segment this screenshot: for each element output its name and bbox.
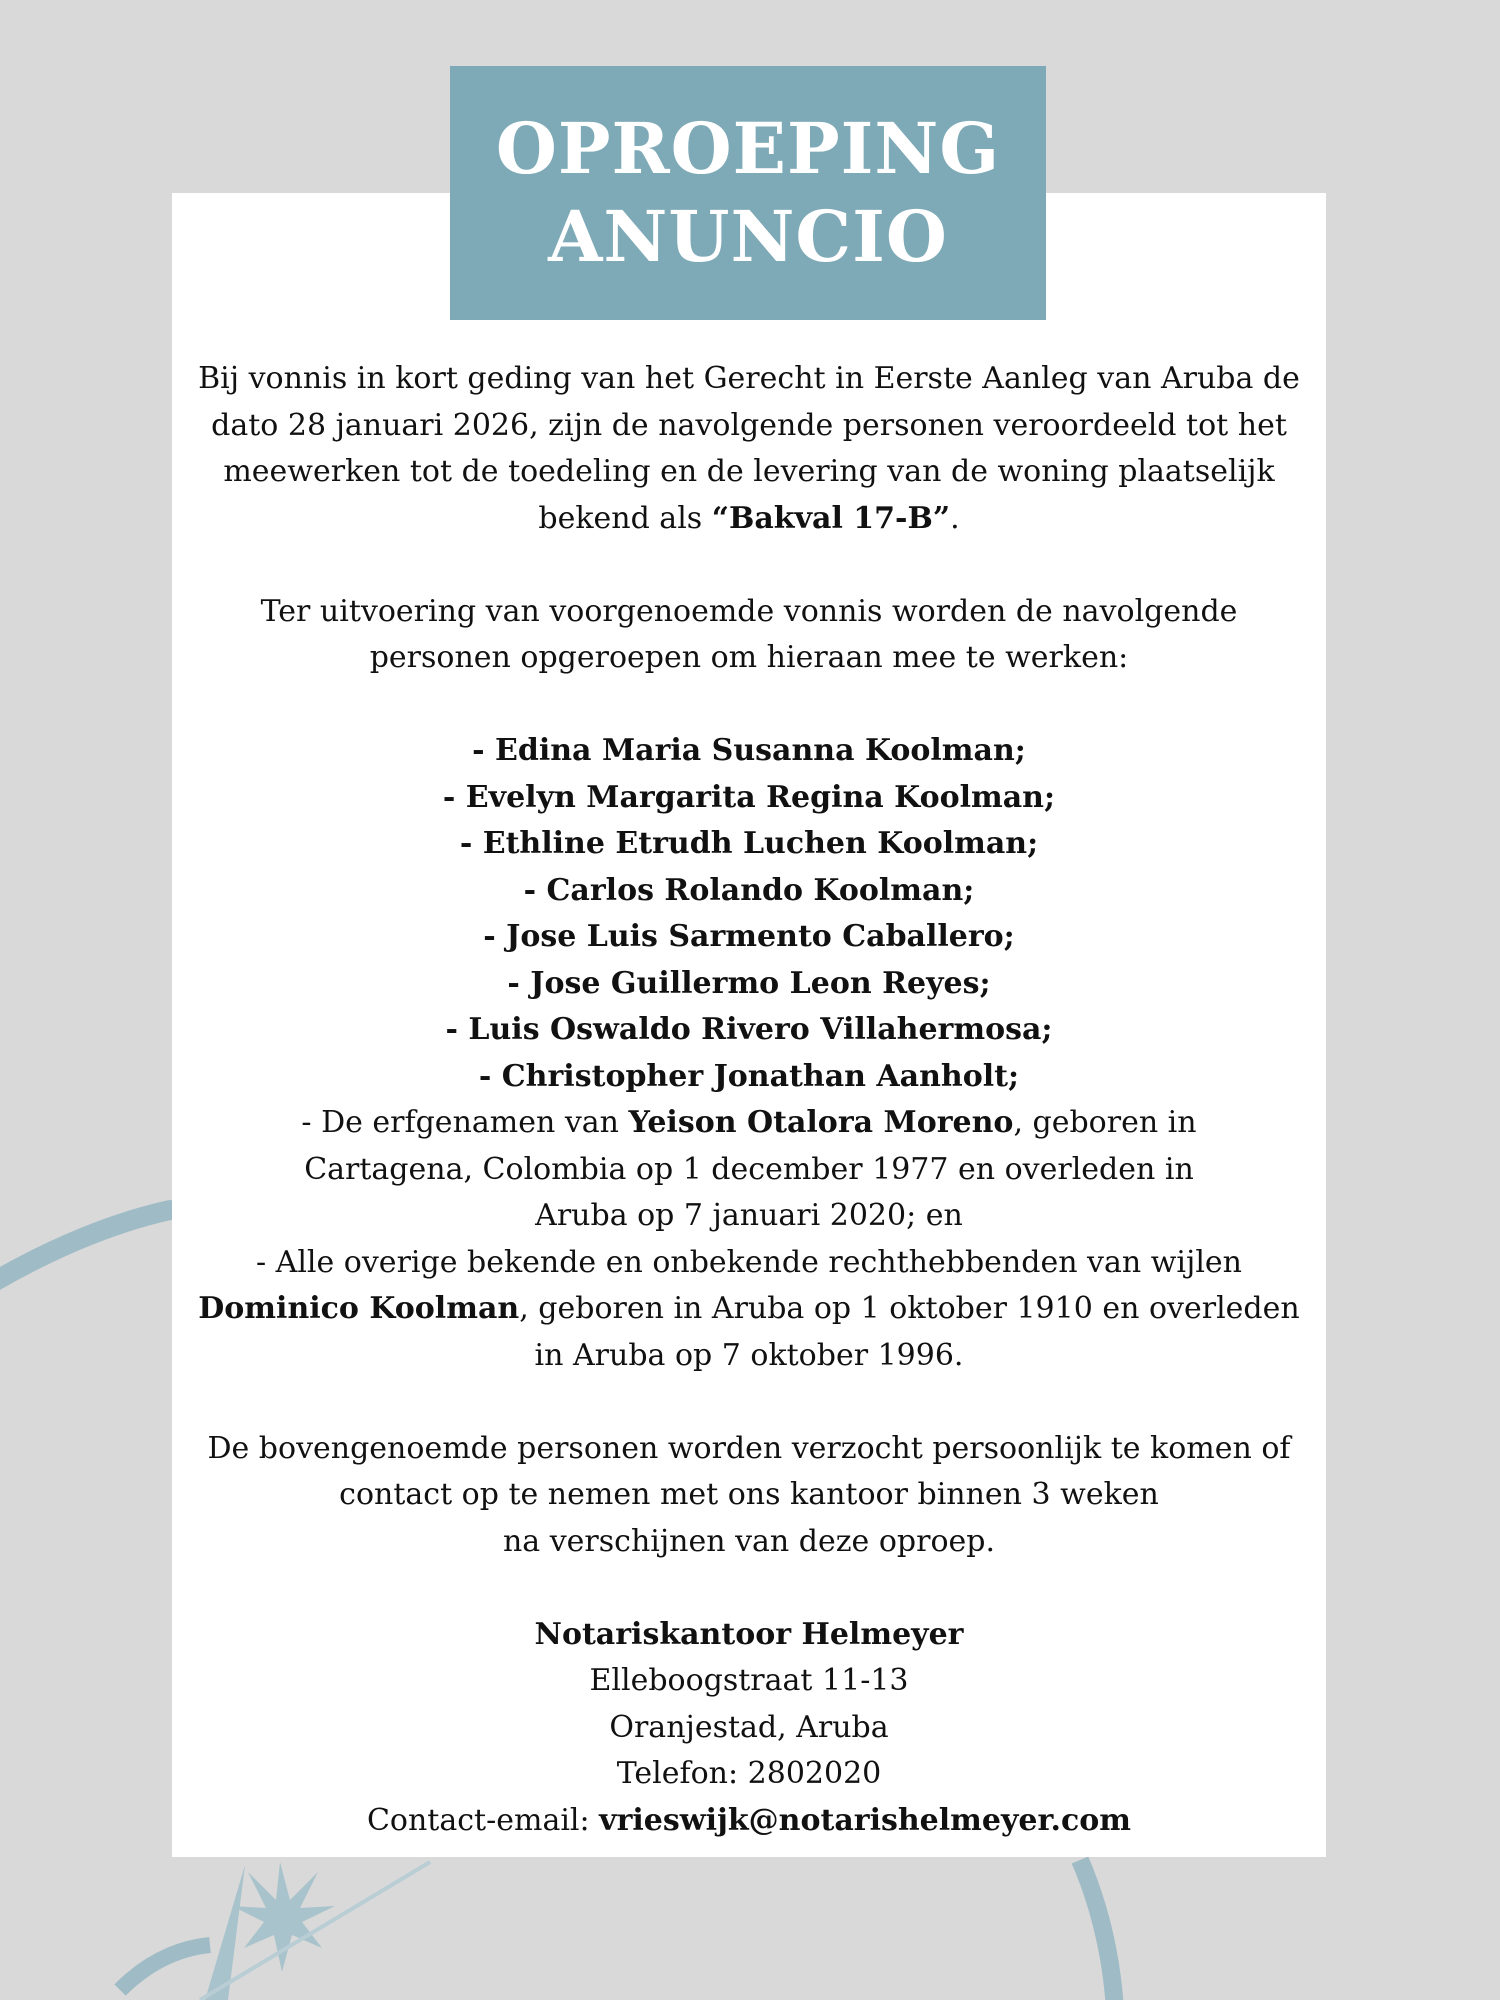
title-line-oproeping: OPROEPING <box>495 107 1001 190</box>
compass-needle-left <box>205 1865 245 2000</box>
intro-line <box>172 496 1326 543</box>
execution-line: Ter uitvoering van voorgenoemde vonnis worden de navolgende <box>260 593 1238 629</box>
others-deceased-name: Dominico Koolman <box>198 1291 520 1326</box>
office-phone: Telefon: 2802020 <box>616 1756 882 1791</box>
intro-period: . <box>950 500 960 536</box>
person-item: - Luis Oswaldo Rivero Villahermosa; <box>445 1012 1053 1047</box>
intro-paragraph <box>172 356 1326 542</box>
person-item: - Carlos Rolando Koolman; <box>523 872 975 908</box>
heirs-line: Cartagena, Colombia op 1 december 1977 en overleden in <box>304 1151 1194 1187</box>
person-item: - Edina Maria Susanna Koolman; <box>472 733 1026 768</box>
execution-line: personen opgeroepen om hieraan mee te werken: <box>369 640 1129 675</box>
execution-paragraph <box>172 589 1326 682</box>
announcement-body <box>172 356 1326 1844</box>
heirs-line <box>172 1100 1326 1147</box>
title-line-anuncio: ANUNCIO <box>548 195 948 278</box>
request-line: contact op te nemen met ons kantoor binnen 3 weken <box>339 1477 1159 1512</box>
others-line: in Aruba op 7 oktober 1996. <box>534 1337 964 1373</box>
heirs-text: - De erfgenamen van <box>301 1105 629 1140</box>
others-line <box>172 1286 1326 1333</box>
request-line: na verschijnen van deze oproep. <box>502 1523 996 1559</box>
compass-ring-arc-bottom-right <box>1080 1860 1115 2000</box>
heirs-deceased-name: Yeison Otalora Moreno <box>628 1105 1014 1140</box>
others-text: , geboren in Aruba op 1 oktober 1910 en overleden <box>519 1291 1300 1326</box>
office-name: Notariskantoor Helmeyer <box>534 1616 964 1652</box>
title-banner <box>450 66 1046 320</box>
intro-line: dato 28 januari 2026, zijn de navolgende personen veroordeeld tot het <box>211 407 1287 443</box>
person-item: - Jose Guillermo Leon Reyes; <box>507 965 991 1001</box>
others-line: - Alle overige bekende en onbekende rechthebbenden van wijlen <box>255 1244 1242 1280</box>
person-item: - Evelyn Margarita Regina Koolman; <box>442 779 1056 815</box>
compass-star-icon <box>232 1862 335 1972</box>
heirs-text: , geboren in <box>1013 1105 1197 1140</box>
request-paragraph <box>172 1426 1326 1566</box>
office-city: Oranjestad, Aruba <box>609 1709 889 1745</box>
office-street: Elleboogstraat 11-13 <box>589 1663 909 1698</box>
request-line: De bovengenoemde personen worden verzocht persoonlijk te komen of <box>207 1430 1291 1466</box>
person-item: - Christopher Jonathan Aanholt; <box>478 1058 1020 1094</box>
person-item: - Jose Luis Sarmento Caballero; <box>483 919 1015 954</box>
office-email-line <box>172 1798 1326 1845</box>
persons-list <box>172 728 1326 1379</box>
office-contact <box>172 1612 1326 1845</box>
person-item: - Ethline Etrudh Luchen Koolman; <box>459 826 1039 861</box>
heirs-line: Aruba op 7 januari 2020; en <box>535 1198 963 1233</box>
intro-line: meewerken tot de toedeling en de levering van de woning plaatselijk <box>223 454 1275 489</box>
intro-line: Bij vonnis in kort geding van het Gerecht in Eerste Aanleg van Aruba de <box>198 361 1300 396</box>
intro-text: bekend als <box>538 500 712 536</box>
compass-arc-lower-left <box>120 1945 210 1990</box>
email-link[interactable]: vrieswijk@notarishelmeyer.com <box>599 1802 1132 1838</box>
email-label: Contact-email: <box>366 1802 600 1838</box>
compass-ring-arc-left <box>0 1210 170 1290</box>
property-name: “Bakval 17-B” <box>711 500 951 536</box>
